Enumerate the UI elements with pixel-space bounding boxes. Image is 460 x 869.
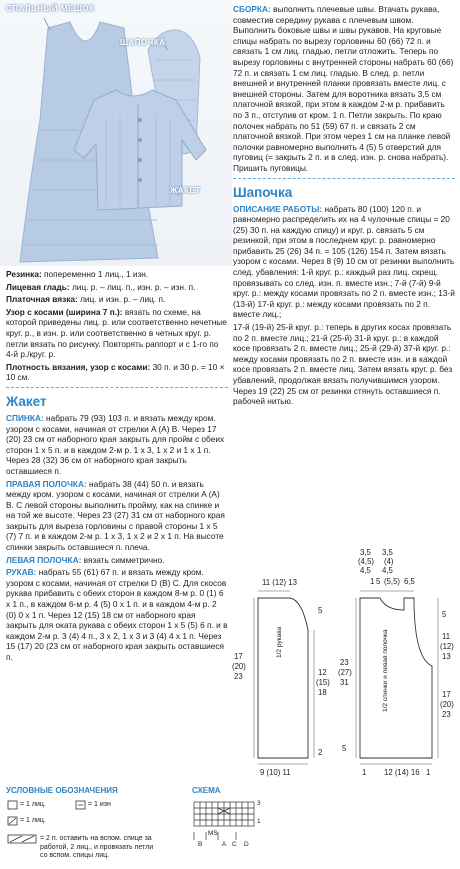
hat-title: Шапочка <box>233 184 293 200</box>
body-top-dimension: 3,5 <box>360 548 371 557</box>
pattern-diagrams <box>232 548 460 863</box>
product-photo <box>0 0 232 266</box>
scheme-arrow: A <box>222 841 227 848</box>
sleeve-label: 1/2 рукава <box>276 626 283 658</box>
jacket-left-front: ЛЕВАЯ ПОЛОЧКА: вязать симметрично. <box>6 554 165 565</box>
sleeve-left-dimension: 23 <box>234 672 243 681</box>
body-right-dimension: (20) <box>440 700 454 709</box>
label-sleeping-bag: СПАЛЬНЫЙ МЕШОК <box>6 4 95 13</box>
scheme-row-number: 1 <box>257 818 261 825</box>
jacket-right-front: ПРАВАЯ ПОЛОЧКА: набрать 38 (44) 50 п. и вязать между кром. узором с косами, начиная от стрелки A (A) B. С левой стороны выполнить пройму, как на спинке и на той же высоте. Через 23 (27) 31 см от наборного края закрыть для выреза горловины с правой стороны 1 х 5 (7) 7 п. и в каждом 2-м р. 1 х 3, 1 х 2 и 2 х 1 п. На высоте спинки закрыть оставшиеся п. плеча. <box>6 478 225 553</box>
body-top-dimension: 3,5 <box>382 548 393 557</box>
sleeve-left-dimension: 17 <box>234 652 243 661</box>
assembly-text: СБОРКА: выполнить плечевые швы. Втачать рукава, совместив середину рукава с плечевым швом. Выполнить боковые швы и швы рукавов. На круговые спицы набрать по вырезу горловины 60 (66) 72 п. и связать 1 см лиц. гладью, петли отложить. Теперь по вырезу горловины с внутренней стороны набрать 60 (66) 72 п. и связать 1 см лиц. гладью. В след. р. петли внешней и внутренней планки провязать вместе лиц. с внешней стороны. Затем для воротника вязать 3,5 см платочной вязкой, при этом в каждом 2-м р. прибавить по 3 п., отступив от кром. 1 п. Петли закрыть. По краю полочек набрать по 51 (59) 67 п. и связать 2 см платочной вязкой. При этом через 1 см на планке левой полочки равномерно выполнить 4 (5) 5 отверстий для пуговиц (= закрыть 2 п. и в след. изн. р. снова набрать). Пришить пуговицы. <box>233 4 454 173</box>
scheme-arrow: C <box>232 841 237 848</box>
body-left-dimension: (27) <box>338 668 352 677</box>
legend-item: = 1 лиц. <box>20 801 46 808</box>
divider <box>233 178 455 179</box>
body-right-dimension: 23 <box>442 710 451 719</box>
body-top-dimension: 1 <box>370 577 375 586</box>
sleeve-right-dimension: 5 <box>318 606 323 615</box>
body-right-dimension: 17 <box>442 690 451 699</box>
legend-item: = 1 лиц. <box>20 817 46 824</box>
body-top-dimension: 6,5 <box>404 577 415 586</box>
pattern-item: Узор с косами (ширина 7 п.): вязать по схеме, на которой приведены лиц. р. или соответственно нечетные круг. р., в изн. р. или соответственно в четных круг. р. петли вязать по рисунку. Повторять раппорт и с 1-го по 4-й р./круг. р. <box>6 306 227 360</box>
body-bottom-dimension: 1 <box>362 768 367 777</box>
scheme-arrow: B <box>198 841 203 848</box>
knitted-set-illustration <box>0 0 232 266</box>
body-top-dimension: (5,5) <box>384 577 401 586</box>
left-column <box>6 269 228 665</box>
pattern-item: Лицевая гладь: лиц. р. – лиц. п., изн. р. – изн. п. <box>6 281 196 292</box>
label-jacket: ЖАКЕТ <box>170 186 201 195</box>
right-column <box>233 4 455 409</box>
legend-title: УСЛОВНЫЕ ОБОЗНАЧЕНИЯ <box>6 786 118 795</box>
pattern-item: Плотность вязания, узор с косами: 30 п. и 30 р. = 10 × 10 см. <box>6 361 225 383</box>
scheme-title: СХЕМА <box>192 786 221 795</box>
sleeve-bottom-right-dimension: 2 <box>318 748 323 757</box>
body-right-dimension: 11 <box>442 632 451 641</box>
body-right-dimension: 13 <box>442 652 451 661</box>
legend-item: = 2 п. оставить на вспом. спице за работой, 2 лиц., и провязать петли со вспом. спицы лиц. <box>40 835 154 859</box>
body-left-dimension: 31 <box>340 678 349 687</box>
sleeve-top-dimension: 11 (12) 13 <box>262 578 297 587</box>
sleeve-left-dimension: (20) <box>232 662 246 671</box>
scheme-arrow: MS <box>208 830 218 837</box>
scheme-row-number: 3 <box>257 800 261 807</box>
scheme-arrow: D <box>244 841 249 848</box>
body-top-dimension: 4,5 <box>382 566 393 575</box>
pattern-item: Платочная вязка: лиц. и изн. р. – лиц. п. <box>6 294 166 305</box>
legend-item: = 1 изн <box>88 801 111 808</box>
body-label: 1/2 спинки и левая полочка <box>382 629 389 712</box>
body-left-dimension: 23 <box>340 658 349 667</box>
sleeve-right-dimension: 18 <box>318 688 327 697</box>
sleeve-bottom-dimension: 9 (10) 11 <box>260 768 291 777</box>
patterns-list <box>6 269 228 383</box>
legend <box>6 786 186 869</box>
pattern-item: Резинка: попеременно 1 лиц., 1 изн. <box>6 269 149 279</box>
body-left-dimension: 5 <box>342 744 347 753</box>
jacket-back: СПИНКА: набрать 79 (93) 103 п. и вязать между кром. узором с косами, начиная от стрелки A (A) B. Через 17 (20) 23 см от наборного края закрыть для пройм с обеих сторон 1 х 5 п. и в каждом 2-м р. 1 х 3, 1 х 2 и 1 х 1 п. Через 28 (32) 36 см от наборного края закрыть оставшиеся п. <box>6 412 225 476</box>
divider <box>6 387 228 388</box>
body-right-dimension: 5 <box>442 610 447 619</box>
body-top-dimension: (4,5) <box>358 557 375 566</box>
sleeve-right-dimension: 12 <box>318 668 327 677</box>
label-hat: ШАПОЧКА <box>120 38 166 47</box>
body-top-dimension: 5 <box>376 577 381 586</box>
jacket-sleeve: РУКАВ: набрать 55 (61) 67 п. и вязать между кром. узором с косами, начиная от стрелки D (B) C. Для скосов рукава прибавить с обеих сторон в каждом 8-м р. 0 (1) 6 х 1 п., в каждом 6-м р. 4 (5) 0 х 1 п. и в каждом 4-м р. 2 (0) 0 х 1 п. Через 12 (15) 18 см от наборного края закрыть для оката рукава с обеих сторон 1 х 5 (5) 6 п. и в каждом 2-м р. 3 (4) 4 п., 3 х 2, 1 х 3 и 3 (4) 4 х 1 п. Через 15 (17) 20 (23 см от наборного края закрыть оставшиеся п. <box>6 567 228 662</box>
body-top-dimension: (4) <box>384 557 394 566</box>
hat-description: ОПИСАНИЕ РАБОТЫ: набрать 80 (100) 120 п. и равномерно распределить их на 4 чулочные спицы = 20 (25) 30 п. на каждую спицу) и круг. р. связать 5 см резинкой, при этом в последнем круг. р. равномерно прибавить 25 (26) 34 п. = 105 (126) 154 п. Затем вязать узором с косами. Через 8 (9) 10 см от резинки выполнить след. убавления: 1-й круг. р.: каждый раз лиц. скрещ. провязывать со след. изн. п. вместе изн.; 7-й (7-й) 9-й круг. р.: между косами провязать по 2 п. вместе изн.; 13-й (13-й) 17-й круг. р.: между косами провязать по 2 п. вместе лиц.; <box>233 203 455 320</box>
jacket-title: Жакет <box>6 393 47 409</box>
body-bottom-dimension: 12 (14) 16 <box>384 768 420 777</box>
body-right-dimension: (12) <box>440 642 454 651</box>
hat-description-continued: 17-й (19-й) 25-й круг. р.: теперь в других косах провязать по 2 п. вместе лиц.; 21-й (25-й) 31-й круг. р.: в каждой косе провязать 2 п. вместе лиц.; 25-й (29-й) 37-й круг. р.: между косами провязать по 2 п. вместе изн. и в каждой косе провязать 2 п. вместе лиц. Затем вязать круг. р. без убавлений, продолжая вязать получившимся узором. Через 19 (22) 25 см от резинки стянуть оставшиеся п. рабочей нитью. <box>233 322 453 407</box>
sleeve-right-dimension: (15) <box>316 678 330 687</box>
body-bottom-dimension: 1 <box>426 768 431 777</box>
body-top-dimension: 4,5 <box>360 566 371 575</box>
